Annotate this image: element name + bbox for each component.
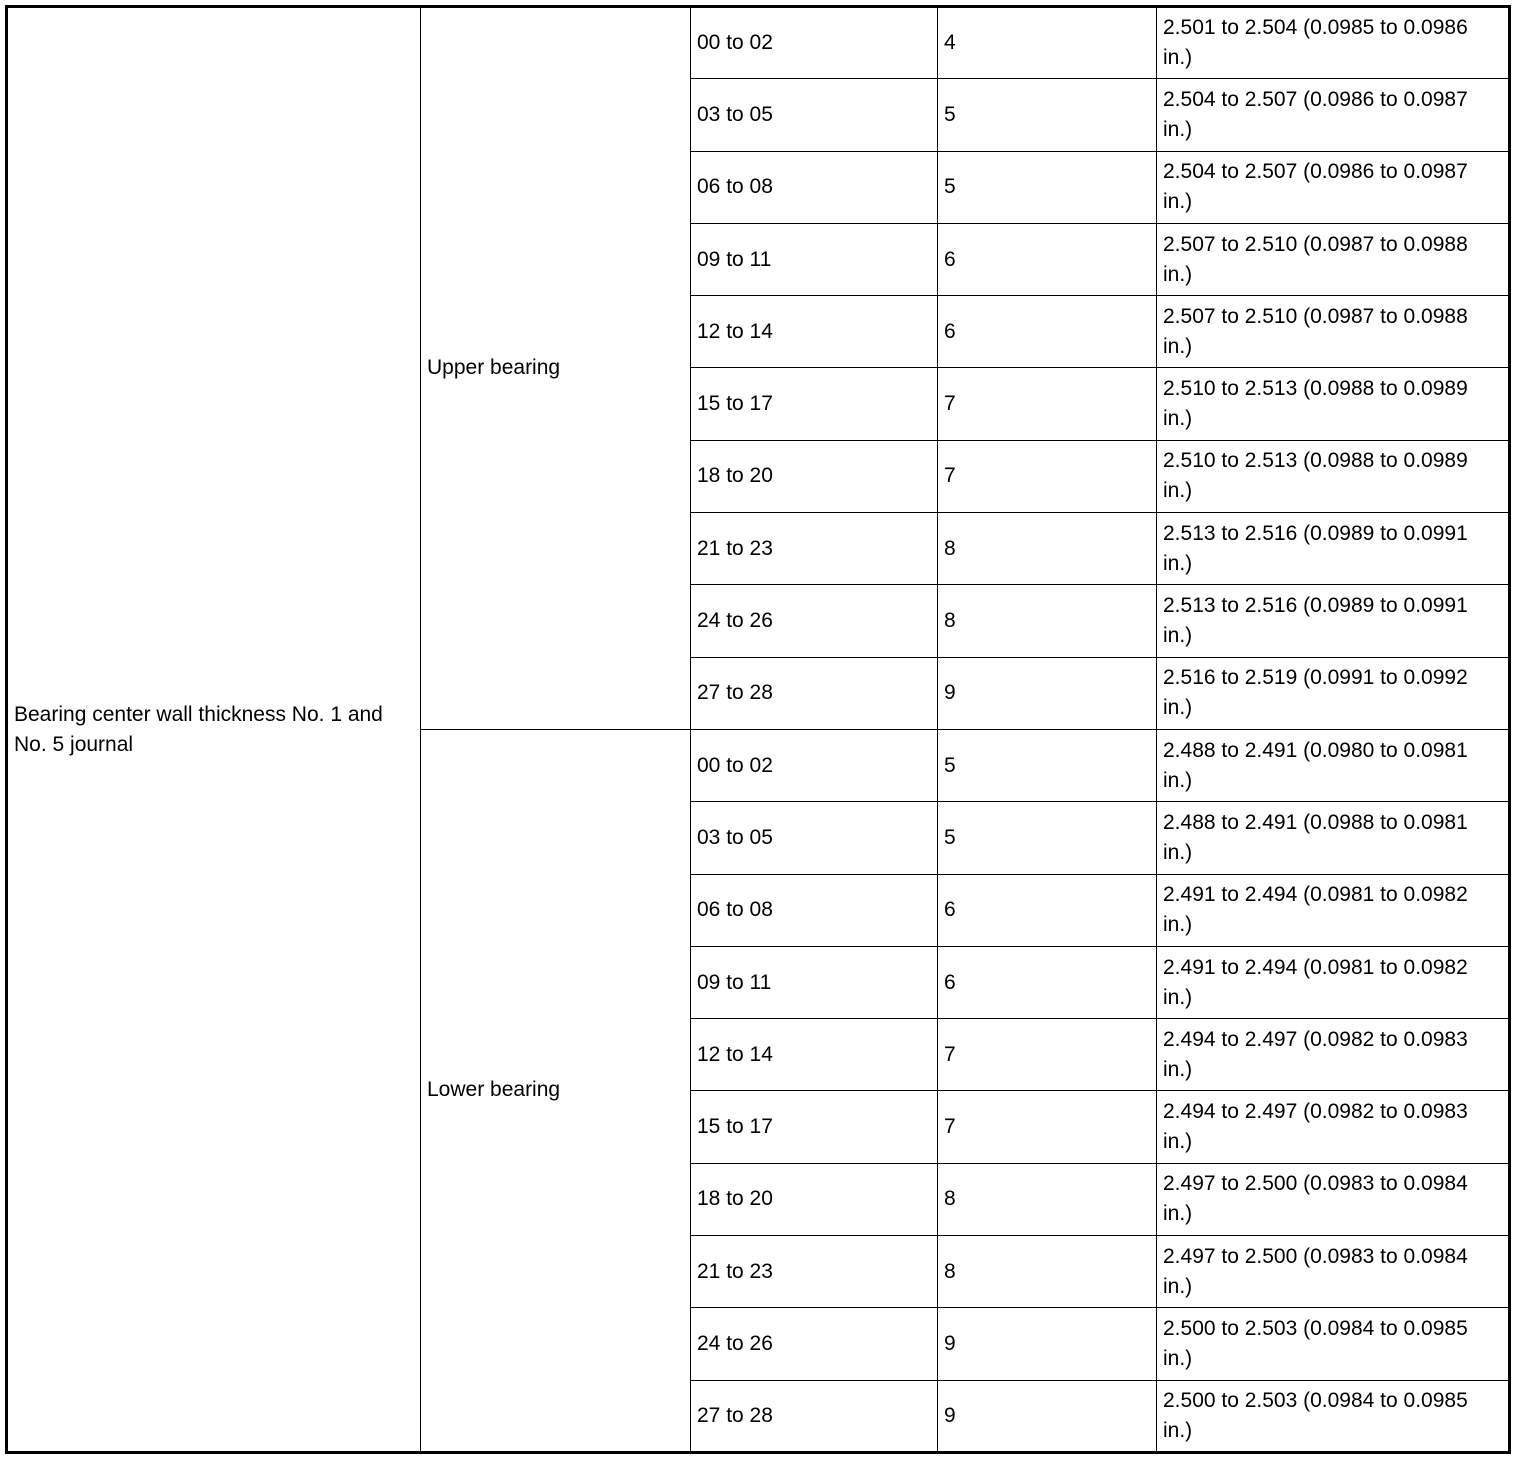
grade-cell: 8 (938, 1163, 1157, 1235)
grade-cell: 7 (938, 1091, 1157, 1163)
grade-cell: 5 (938, 151, 1157, 223)
thickness-cell: 2.497 to 2.500 (0.0983 to 0.0984 in.) (1157, 1236, 1510, 1308)
thickness-cell: 2.491 to 2.494 (0.0981 to 0.0982 in.) (1157, 874, 1510, 946)
bearing-thickness-table (5, 5, 1511, 1454)
item-label-cell: Bearing center wall thickness No. 1 and No. 5 journal (7, 7, 421, 1453)
range-cell: 18 to 20 (691, 1163, 938, 1235)
range-cell: 09 to 11 (691, 223, 938, 295)
thickness-cell: 2.488 to 2.491 (0.0980 to 0.0981 in.) (1157, 729, 1510, 801)
grade-cell: 9 (938, 1308, 1157, 1380)
thickness-cell: 2.497 to 2.500 (0.0983 to 0.0984 in.) (1157, 1163, 1510, 1235)
thickness-cell: 2.510 to 2.513 (0.0988 to 0.0989 in.) (1157, 440, 1510, 512)
range-cell: 03 to 05 (691, 802, 938, 874)
table-row (7, 7, 1510, 79)
grade-cell: 6 (938, 874, 1157, 946)
grade-cell: 8 (938, 513, 1157, 585)
bearing-group-cell: Upper bearing (421, 7, 691, 730)
thickness-cell: 2.513 to 2.516 (0.0989 to 0.0991 in.) (1157, 585, 1510, 657)
thickness-cell: 2.494 to 2.497 (0.0982 to 0.0983 in.) (1157, 1091, 1510, 1163)
range-cell: 15 to 17 (691, 1091, 938, 1163)
grade-cell: 7 (938, 368, 1157, 440)
range-cell: 24 to 26 (691, 585, 938, 657)
thickness-cell: 2.516 to 2.519 (0.0991 to 0.0992 in.) (1157, 657, 1510, 729)
range-cell: 27 to 28 (691, 657, 938, 729)
grade-cell: 9 (938, 1380, 1157, 1452)
thickness-cell: 2.510 to 2.513 (0.0988 to 0.0989 in.) (1157, 368, 1510, 440)
range-cell: 06 to 08 (691, 151, 938, 223)
grade-cell: 8 (938, 585, 1157, 657)
thickness-cell: 2.513 to 2.516 (0.0989 to 0.0991 in.) (1157, 513, 1510, 585)
range-cell: 09 to 11 (691, 946, 938, 1018)
grade-cell: 5 (938, 802, 1157, 874)
range-cell: 15 to 17 (691, 368, 938, 440)
range-cell: 21 to 23 (691, 513, 938, 585)
thickness-cell: 2.488 to 2.491 (0.0988 to 0.0981 in.) (1157, 802, 1510, 874)
range-cell: 00 to 02 (691, 729, 938, 801)
grade-cell: 5 (938, 79, 1157, 151)
thickness-cell: 2.507 to 2.510 (0.0987 to 0.0988 in.) (1157, 223, 1510, 295)
thickness-cell: 2.494 to 2.497 (0.0982 to 0.0983 in.) (1157, 1019, 1510, 1091)
range-cell: 24 to 26 (691, 1308, 938, 1380)
table-body (7, 7, 1510, 1453)
grade-cell: 6 (938, 946, 1157, 1018)
grade-cell: 6 (938, 223, 1157, 295)
range-cell: 00 to 02 (691, 7, 938, 79)
bearing-group-cell: Lower bearing (421, 729, 691, 1452)
thickness-cell: 2.507 to 2.510 (0.0987 to 0.0988 in.) (1157, 296, 1510, 368)
range-cell: 12 to 14 (691, 296, 938, 368)
thickness-cell: 2.491 to 2.494 (0.0981 to 0.0982 in.) (1157, 946, 1510, 1018)
grade-cell: 7 (938, 440, 1157, 512)
range-cell: 12 to 14 (691, 1019, 938, 1091)
thickness-cell: 2.500 to 2.503 (0.0984 to 0.0985 in.) (1157, 1308, 1510, 1380)
range-cell: 03 to 05 (691, 79, 938, 151)
thickness-cell: 2.501 to 2.504 (0.0985 to 0.0986 in.) (1157, 7, 1510, 79)
thickness-cell: 2.504 to 2.507 (0.0986 to 0.0987 in.) (1157, 79, 1510, 151)
grade-cell: 5 (938, 729, 1157, 801)
thickness-cell: 2.500 to 2.503 (0.0984 to 0.0985 in.) (1157, 1380, 1510, 1452)
range-cell: 27 to 28 (691, 1380, 938, 1452)
grade-cell: 4 (938, 7, 1157, 79)
thickness-cell: 2.504 to 2.507 (0.0986 to 0.0987 in.) (1157, 151, 1510, 223)
range-cell: 06 to 08 (691, 874, 938, 946)
range-cell: 21 to 23 (691, 1236, 938, 1308)
grade-cell: 6 (938, 296, 1157, 368)
grade-cell: 7 (938, 1019, 1157, 1091)
range-cell: 18 to 20 (691, 440, 938, 512)
grade-cell: 8 (938, 1236, 1157, 1308)
grade-cell: 9 (938, 657, 1157, 729)
